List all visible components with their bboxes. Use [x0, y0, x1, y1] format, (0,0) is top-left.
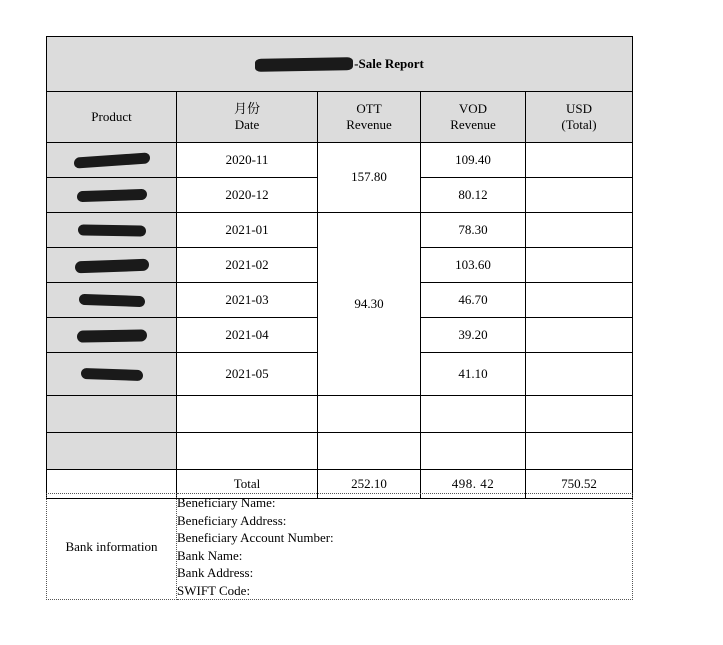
- date-cell: 2020-12: [177, 178, 318, 213]
- vod-revenue-cell: 103.60: [421, 248, 526, 283]
- column-header-ott-line2: Revenue: [346, 117, 392, 132]
- usd-total-cell: [526, 396, 633, 433]
- redacted-product-name: [78, 225, 146, 237]
- column-header-vod-line1: VOD: [458, 100, 488, 116]
- beneficiary-name-field: Beneficiary Name:: [177, 495, 276, 510]
- product-cell: [47, 396, 177, 433]
- redacted-product-name: [79, 294, 145, 307]
- redacted-product-name: [74, 153, 150, 169]
- usd-total-cell: [526, 353, 633, 396]
- total-label-cell: Total: [177, 470, 318, 499]
- date-cell: 2021-01: [177, 213, 318, 248]
- sale-report-container: [46, 36, 632, 499]
- date-cell: [177, 433, 318, 470]
- product-cell: [47, 318, 177, 353]
- date-cell: 2021-05: [177, 353, 318, 396]
- product-cell: [47, 433, 177, 470]
- beneficiary-address-field: Beneficiary Address:: [177, 512, 287, 528]
- report-title-text: -Sale Report: [354, 55, 424, 71]
- usd-total-cell: [526, 318, 633, 353]
- vod-revenue-cell: 41.10: [421, 353, 526, 396]
- redacted-product-name: [77, 189, 147, 202]
- date-cell: 2020-11: [177, 143, 318, 178]
- column-header-usd-line2: (Total): [561, 117, 597, 132]
- vod-revenue-cell: [421, 433, 526, 470]
- product-cell: [47, 178, 177, 213]
- redacted-product-name: [77, 329, 147, 342]
- report-title-cell: [47, 37, 633, 92]
- table-row: [47, 213, 633, 248]
- column-header-vod-revenue: [421, 92, 526, 143]
- product-cell: [47, 143, 177, 178]
- product-cell: [47, 353, 177, 396]
- product-cell: [47, 213, 177, 248]
- ott-revenue-cell: [318, 433, 421, 470]
- vod-revenue-cell: 109.40: [421, 143, 526, 178]
- bank-address-field: Bank Address:: [177, 565, 254, 581]
- column-header-date: [177, 92, 318, 143]
- date-cell: 2021-02: [177, 248, 318, 283]
- bank-name-field: Bank Name:: [177, 547, 243, 563]
- vod-revenue-cell: 46.70: [421, 283, 526, 318]
- usd-total-cell: [526, 433, 633, 470]
- usd-total-cell: [526, 283, 633, 318]
- table-header-row: [47, 92, 633, 143]
- bank-information-row: [47, 494, 633, 600]
- bank-information-fields: [177, 494, 633, 600]
- report-title-row: [47, 37, 633, 92]
- bank-information-table: [46, 493, 633, 600]
- column-header-date-line1: 月份: [233, 100, 260, 116]
- usd-total-cell: [526, 213, 633, 248]
- total-usd-cell: 750.52: [526, 470, 633, 499]
- redacted-product-name: [75, 259, 149, 274]
- vod-revenue-cell: 39.20: [421, 318, 526, 353]
- table-row: [47, 396, 633, 433]
- product-cell: [47, 248, 177, 283]
- redacted-product-name: [81, 368, 143, 381]
- bank-information-label: Bank information: [47, 494, 177, 600]
- date-cell: 2021-04: [177, 318, 318, 353]
- total-vod-cell: 498. 42: [421, 470, 526, 499]
- table-row: [47, 433, 633, 470]
- vod-revenue-cell: 78.30: [421, 213, 526, 248]
- usd-total-cell: [526, 178, 633, 213]
- ott-revenue-cell: 157.80: [318, 143, 421, 213]
- swift-code-field: SWIFT Code:: [177, 582, 251, 598]
- ott-revenue-cell: [318, 396, 421, 433]
- column-header-product: [47, 92, 177, 143]
- total-ott-cell: 252.10: [318, 470, 421, 499]
- beneficiary-account-number-field: Beneficiary Account Number:: [177, 530, 334, 546]
- column-header-product-line1: Product: [91, 108, 132, 124]
- ott-revenue-cell: 94.30: [318, 213, 421, 396]
- column-header-date-line2: Date: [234, 117, 260, 132]
- redacted-company-name: [255, 57, 353, 72]
- column-header-ott-line1: OTT: [356, 100, 382, 116]
- table-row: [47, 143, 633, 178]
- column-header-ott-revenue: [318, 92, 421, 143]
- sale-report-table: [46, 36, 633, 499]
- date-cell: 2021-03: [177, 283, 318, 318]
- usd-total-cell: [526, 143, 633, 178]
- vod-revenue-cell: [421, 396, 526, 433]
- column-header-vod-line2: Revenue: [450, 117, 496, 132]
- usd-total-cell: [526, 248, 633, 283]
- column-header-usd-line1: USD: [565, 100, 592, 116]
- column-header-usd-total: [526, 92, 633, 143]
- vod-revenue-cell: 80.12: [421, 178, 526, 213]
- date-cell: [177, 396, 318, 433]
- product-cell: [47, 283, 177, 318]
